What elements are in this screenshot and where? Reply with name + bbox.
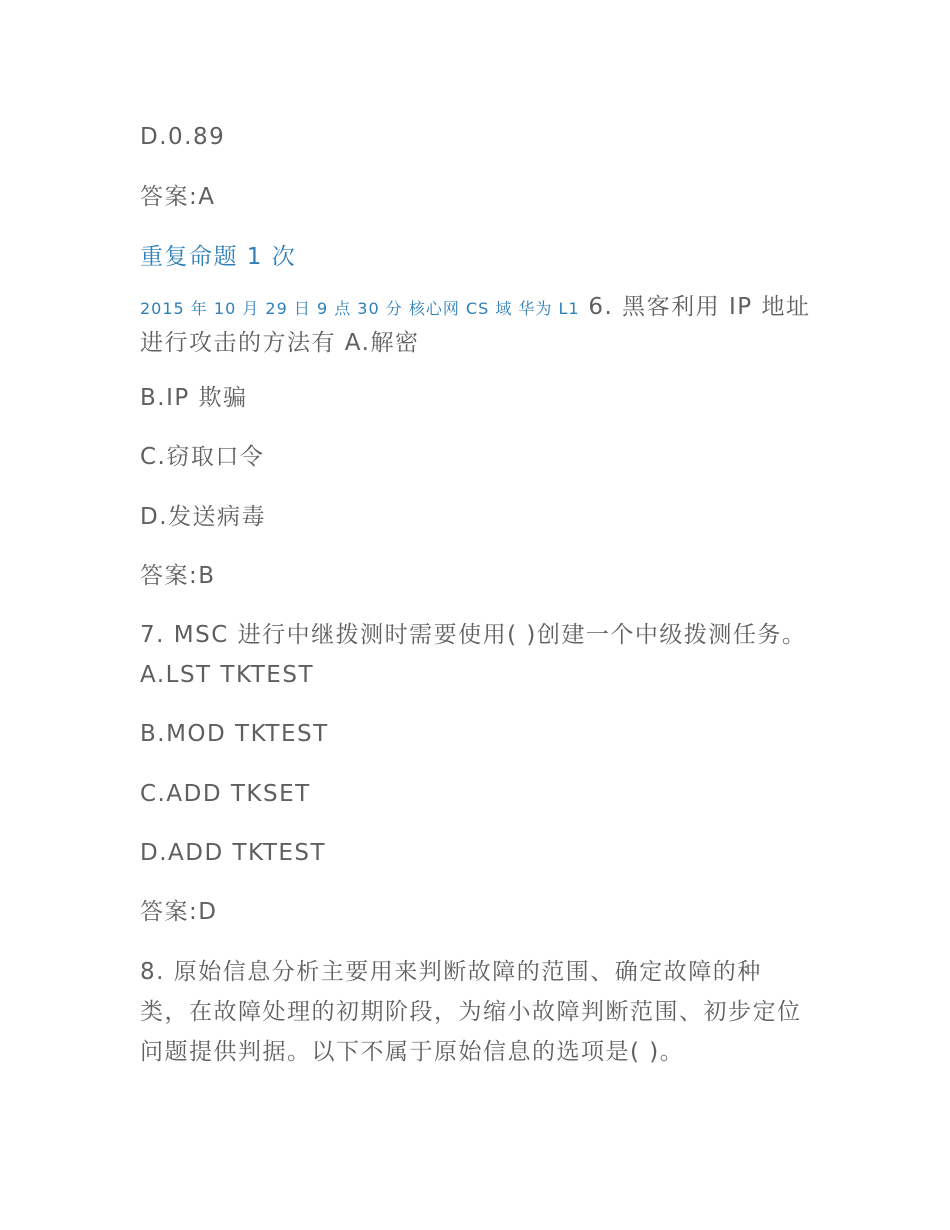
question-7-option-d: D.ADD TKTEST (140, 840, 327, 866)
question-6-option-c: C.窃取口令 (140, 444, 265, 470)
question-6 (140, 290, 820, 360)
question-6-text: 6. 黑客利用 IP 地址进行攻击的方法有 A.解密 (140, 294, 811, 356)
question-7-text: 7. MSC 进行中继拨测时需要使用( )创建一个中级拨测任务。 A.LST TKTEST (140, 622, 807, 688)
question-6-answer: 答案:B (140, 563, 216, 589)
repeat-heading: 重复命题 1 次 (140, 244, 297, 270)
question-6-meta: 2015 年 10 月 29 日 9 点 30 分 核心网 CS 域 华为 L1 (140, 299, 580, 318)
prev-answer: 答案:A (140, 184, 216, 210)
prev-option-d: D.0.89 (140, 124, 226, 150)
question-6-option-d: D.发送病毒 (140, 504, 267, 530)
question-7-option-c: C.ADD TKSET (140, 781, 311, 807)
question-8-text: 8. 原始信息分析主要用来判断故障的范围、确定故障的种类，在故障处理的初期阶段，为缩小故障判断范围、初步定位问题提供判据。以下不属于原始信息的选项是( )。 (140, 959, 802, 1065)
question-7-answer: 答案:D (140, 899, 218, 925)
question-6-option-b: B.IP 欺骗 (140, 385, 248, 411)
question-7-option-b: B.MOD TKTEST (140, 721, 329, 747)
